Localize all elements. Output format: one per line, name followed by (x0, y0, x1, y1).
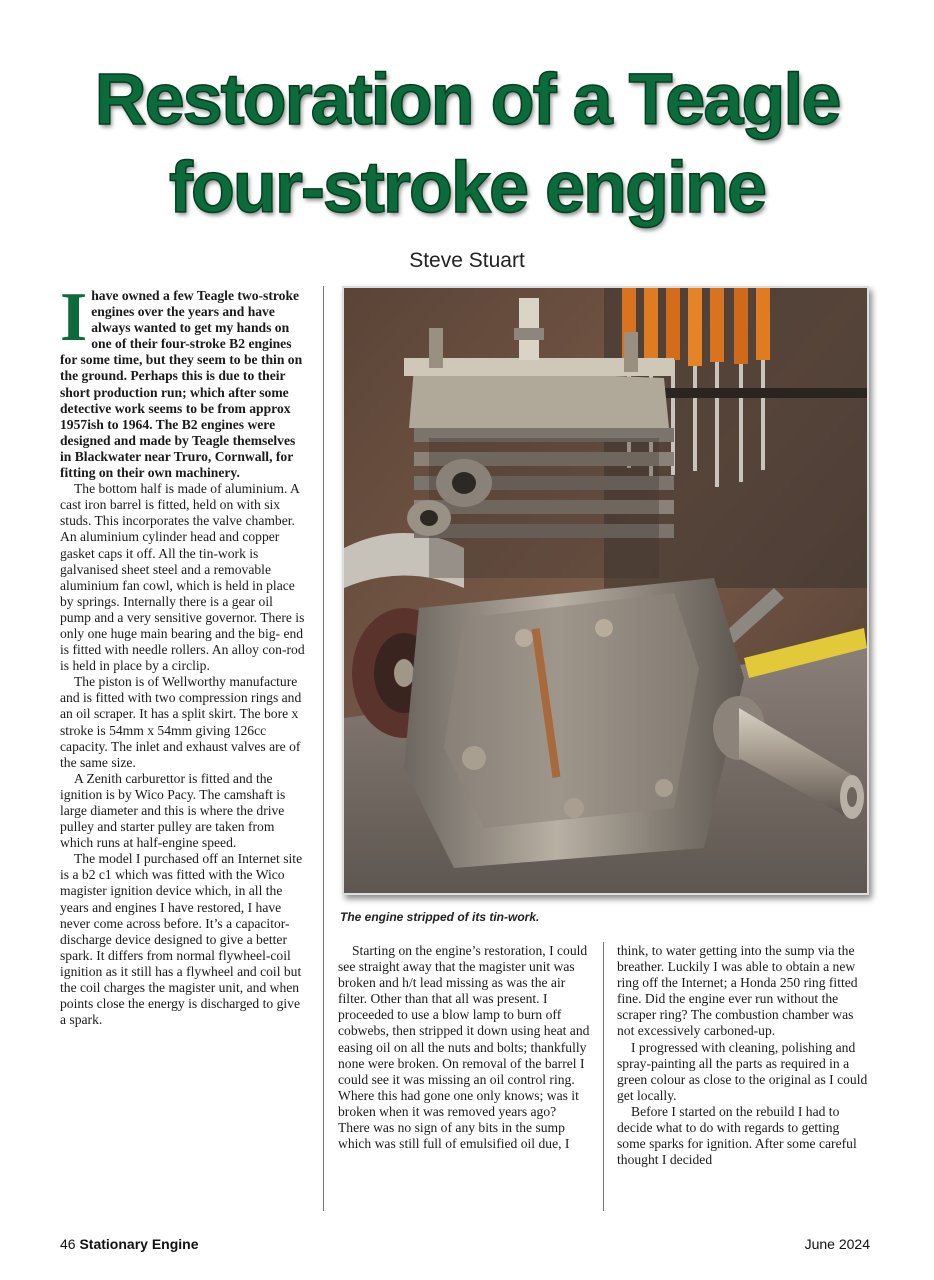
photo-caption: The engine stripped of its tin-work. (340, 910, 540, 924)
engine-illustration (344, 288, 867, 893)
page-number: 46 (60, 1236, 76, 1252)
issue-date: June 2024 (804, 1236, 870, 1252)
article-title (0, 56, 934, 232)
column-rule-2 (603, 942, 604, 1211)
engine-photo (342, 286, 869, 895)
column-2 (338, 943, 590, 1152)
body-paragraph: Before I started on the rebuild I had to decide what to do with regards to getting some sparks for ignition. After some careful thought I decided (617, 1103, 857, 1168)
body-paragraph-continued: think, to water getting into the sump via the breather. Luckily I was able to obtain a new ring off the Internet; a Honda 250 ring fitted fine. Did the engine ever run without the scraper ring? The combustion chamber was not excessively carboned-up. (617, 943, 858, 1039)
body-paragraph: I progressed with cleaning, polishing and spray-painting all the parts as required in a green colour as close to the original as I could get locally. (617, 1039, 868, 1103)
intro-paragraph (60, 279, 307, 481)
drop-cap: I (60, 279, 88, 356)
body-paragraph: Starting on the engine’s restoration, I could see straight away that the magister unit was broken and h/t lead missing as was the air filter. Other than that all was present. I proceeded to use a blow lamp to burn off cobwebs, then stripped it down using heat and easing oil on all the nuts and bolts; thankfully none were broken. On removal of the barrel I could see it was missing an oil control ring. Where this had gone one only knows; was it broken when it was removed years ago? There was no sign of any bits in the sump which was still full of emulsified oil due, I (338, 943, 590, 1152)
article-title-line-2: four-stroke engine (168, 148, 766, 228)
body-paragraph: The model I purchased off an Internet site is a b2 c1 which was fitted with the Wico magister ignition device which, in all the years and engines I have restored, I have never come across before. It’s a capacitor-discharge device designed to give a better spark. It differs from normal flywheel-coil ignition as it still has a flywheel and coil but the coil charges the magister unit, and when points close the energy is discharged to give a spark. (60, 851, 303, 1028)
column-1 (60, 279, 307, 1028)
author-byline: Steve Stuart (409, 249, 525, 272)
body-paragraph: The bottom half is made of aluminium. A cast iron barrel is fitted, held on with six studs. This incorporates the valve chamber. An aluminium cylinder head and copper gasket caps it off. All the tin-work is galvanised sheet steel and a removable aluminium fan cowl, which is held in place by springs. Internally there is a gear oil pump and a very sensitive governor. There is only one huge main bearing and the big- end is fitted with needle rollers. An alloy con-rod is held in place by a circlip. (60, 481, 305, 674)
intro-lead-text: have owned a few Teagle two-stroke engines over the years and have always wanted to get my hands on one of their four-stroke B2 engines for some time, but they seem to be thin on the ground. Perhaps this is due to their short production run; which after some detective work seems to be from approx 1957ish to 1964. The B2 engines were designed and made by Teagle themselves in Blackwater near Truro, Cornwall, for fitting on their own machinery. (60, 288, 303, 481)
magazine-name: Stationary Engine (79, 1236, 199, 1252)
column-rule-1 (323, 286, 324, 1211)
body-paragraph: A Zenith carburettor is fitted and the ignition is by Wico Pacy. The camshaft is large diameter and this is where the drive pulley and starter pulley are taken from which runs at half-engine speed. (60, 770, 286, 851)
column-3 (617, 943, 869, 1168)
body-paragraph: The piston is of Wellworthy manufacture and is fitted with two compression rings and an oil scraper. It has a split skirt. The bore x stroke is 54mm x 54mm giving 126cc capacity. The inlet and exhaust valves are of the same size. (60, 674, 302, 770)
page-footer-left (60, 1236, 199, 1252)
article-title-line-1: Restoration of a Teagle (94, 60, 840, 140)
